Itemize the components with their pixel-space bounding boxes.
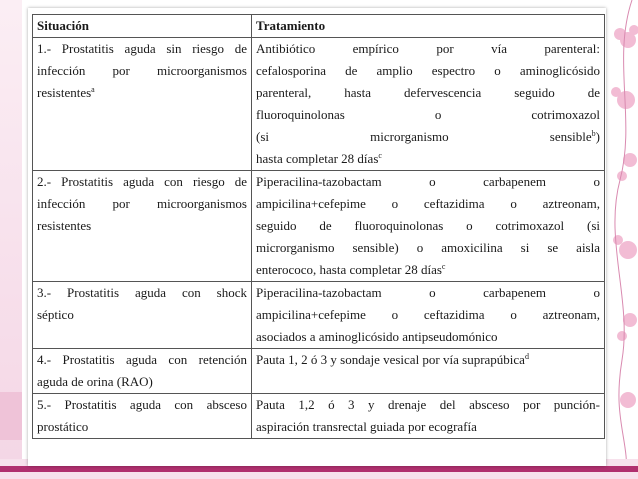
cell-line (256, 349, 600, 371)
cell-line (37, 282, 247, 304)
situation-cell (33, 38, 252, 171)
cell-text: resistentes (37, 218, 92, 233)
cell-text: cefalosporina de amplio espectro o aminoglicósido (256, 63, 600, 78)
cell-text: ampicilina+cefepime o ceftazidima o aztreonam, (256, 196, 600, 211)
table-row (33, 38, 605, 171)
cell-line (37, 394, 247, 416)
cell-line (37, 371, 247, 393)
cell-text: (si microrganismo sensible (256, 129, 592, 144)
left-decorative-bar (0, 392, 22, 440)
cell-line (37, 349, 247, 371)
cell-text: Piperacilina-tazobactam o carbapenem o (256, 285, 600, 300)
cell-text: 5.- Prostatitis aguda con absceso (37, 397, 247, 412)
treatment-cell (252, 282, 605, 349)
cell-line (256, 326, 600, 348)
cell-text: enterococo, hasta completar 28 días (256, 262, 442, 277)
cell-line (256, 237, 600, 259)
cell-line (256, 282, 600, 304)
cell-line (256, 126, 600, 148)
table-row (33, 171, 605, 282)
cell-line (256, 215, 600, 237)
cell-line (256, 394, 600, 416)
cell-text-suffix: ) (595, 129, 600, 144)
treatment-cell (252, 38, 605, 171)
footnote-marker: d (524, 352, 529, 361)
cell-text: séptico (37, 307, 74, 322)
cell-text: prostático (37, 419, 89, 434)
cell-line (37, 304, 247, 326)
cell-line (256, 304, 600, 326)
cell-line (256, 193, 600, 215)
cell-text: aguda de orina (RAO) (37, 374, 153, 389)
cell-line (37, 215, 247, 237)
treatment-table (32, 14, 605, 439)
table-body (33, 38, 605, 439)
cell-text: asociados a aminoglicósido antipseudomónico (256, 329, 498, 344)
footnote-marker: a (91, 85, 95, 94)
cell-text: microrganismo sensible) o amoxicilina si se aisla (256, 240, 600, 255)
cell-text: infección por microorganismos (37, 63, 247, 78)
cell-line (256, 104, 600, 126)
table-header-row (33, 15, 605, 38)
cell-text: resistentes (37, 85, 92, 100)
floral-decoration-icon (602, 0, 638, 479)
cell-text: infección por microorganismos (37, 196, 247, 211)
header-tratamiento: Tratamiento (252, 15, 605, 38)
cell-text: parenteral, hasta defervescencia seguido de (256, 85, 600, 100)
cell-text: Piperacilina-tazobactam o carbapenem o (256, 174, 600, 189)
footnote-marker: b (591, 129, 596, 138)
treatment-cell (252, 171, 605, 282)
table-row (33, 349, 605, 394)
cell-line (37, 60, 247, 82)
cell-text: 1.- Prostatitis aguda sin riesgo de (37, 41, 247, 56)
document-image (28, 8, 606, 466)
situation-cell (33, 394, 252, 439)
situation-cell (33, 282, 252, 349)
cell-text: Antibiótico empírico por vía parenteral: (256, 41, 600, 56)
cell-text: Pauta 1,2 ó 3 y drenaje del absceso por punción- (256, 397, 600, 412)
cell-line (37, 171, 247, 193)
cell-text: fluoroquinolonas o cotrimoxazol (256, 107, 600, 122)
cell-line (256, 82, 600, 104)
treatment-cell (252, 394, 605, 439)
table-row (33, 394, 605, 439)
cell-text: aspiración transrectal guiada por ecografía (256, 419, 477, 434)
cell-text: 4.- Prostatitis aguda con retención (37, 352, 247, 367)
cell-line (256, 171, 600, 193)
cell-line (37, 416, 247, 438)
cell-line (37, 193, 247, 215)
cell-text: 3.- Prostatitis aguda con shock (37, 285, 247, 300)
cell-line (256, 259, 600, 281)
cell-line (256, 38, 600, 60)
table-row (33, 282, 605, 349)
cell-line (37, 82, 247, 104)
cell-text: ampicilina+cefepime o ceftazidima o aztreonam, (256, 307, 600, 322)
cell-line (256, 148, 600, 170)
cell-text: hasta completar 28 días (256, 151, 379, 166)
footnote-marker: c (441, 262, 446, 271)
bottom-accent-line (0, 466, 638, 472)
cell-text: Pauta 1, 2 ó 3 y sondaje vesical por vía suprapúbica (256, 352, 525, 367)
situation-cell (33, 349, 252, 394)
cell-line (256, 60, 600, 82)
cell-line (37, 38, 247, 60)
treatment-cell (252, 349, 605, 394)
footnote-marker: c (378, 151, 382, 160)
situation-cell (33, 171, 252, 282)
cell-text: seguido de fluoroquinolonas o cotrimoxazol (si (256, 218, 600, 233)
header-situacion: Situación (33, 15, 252, 38)
cell-text: 2.- Prostatitis aguda con riesgo de (37, 174, 247, 189)
cell-line (256, 416, 600, 438)
